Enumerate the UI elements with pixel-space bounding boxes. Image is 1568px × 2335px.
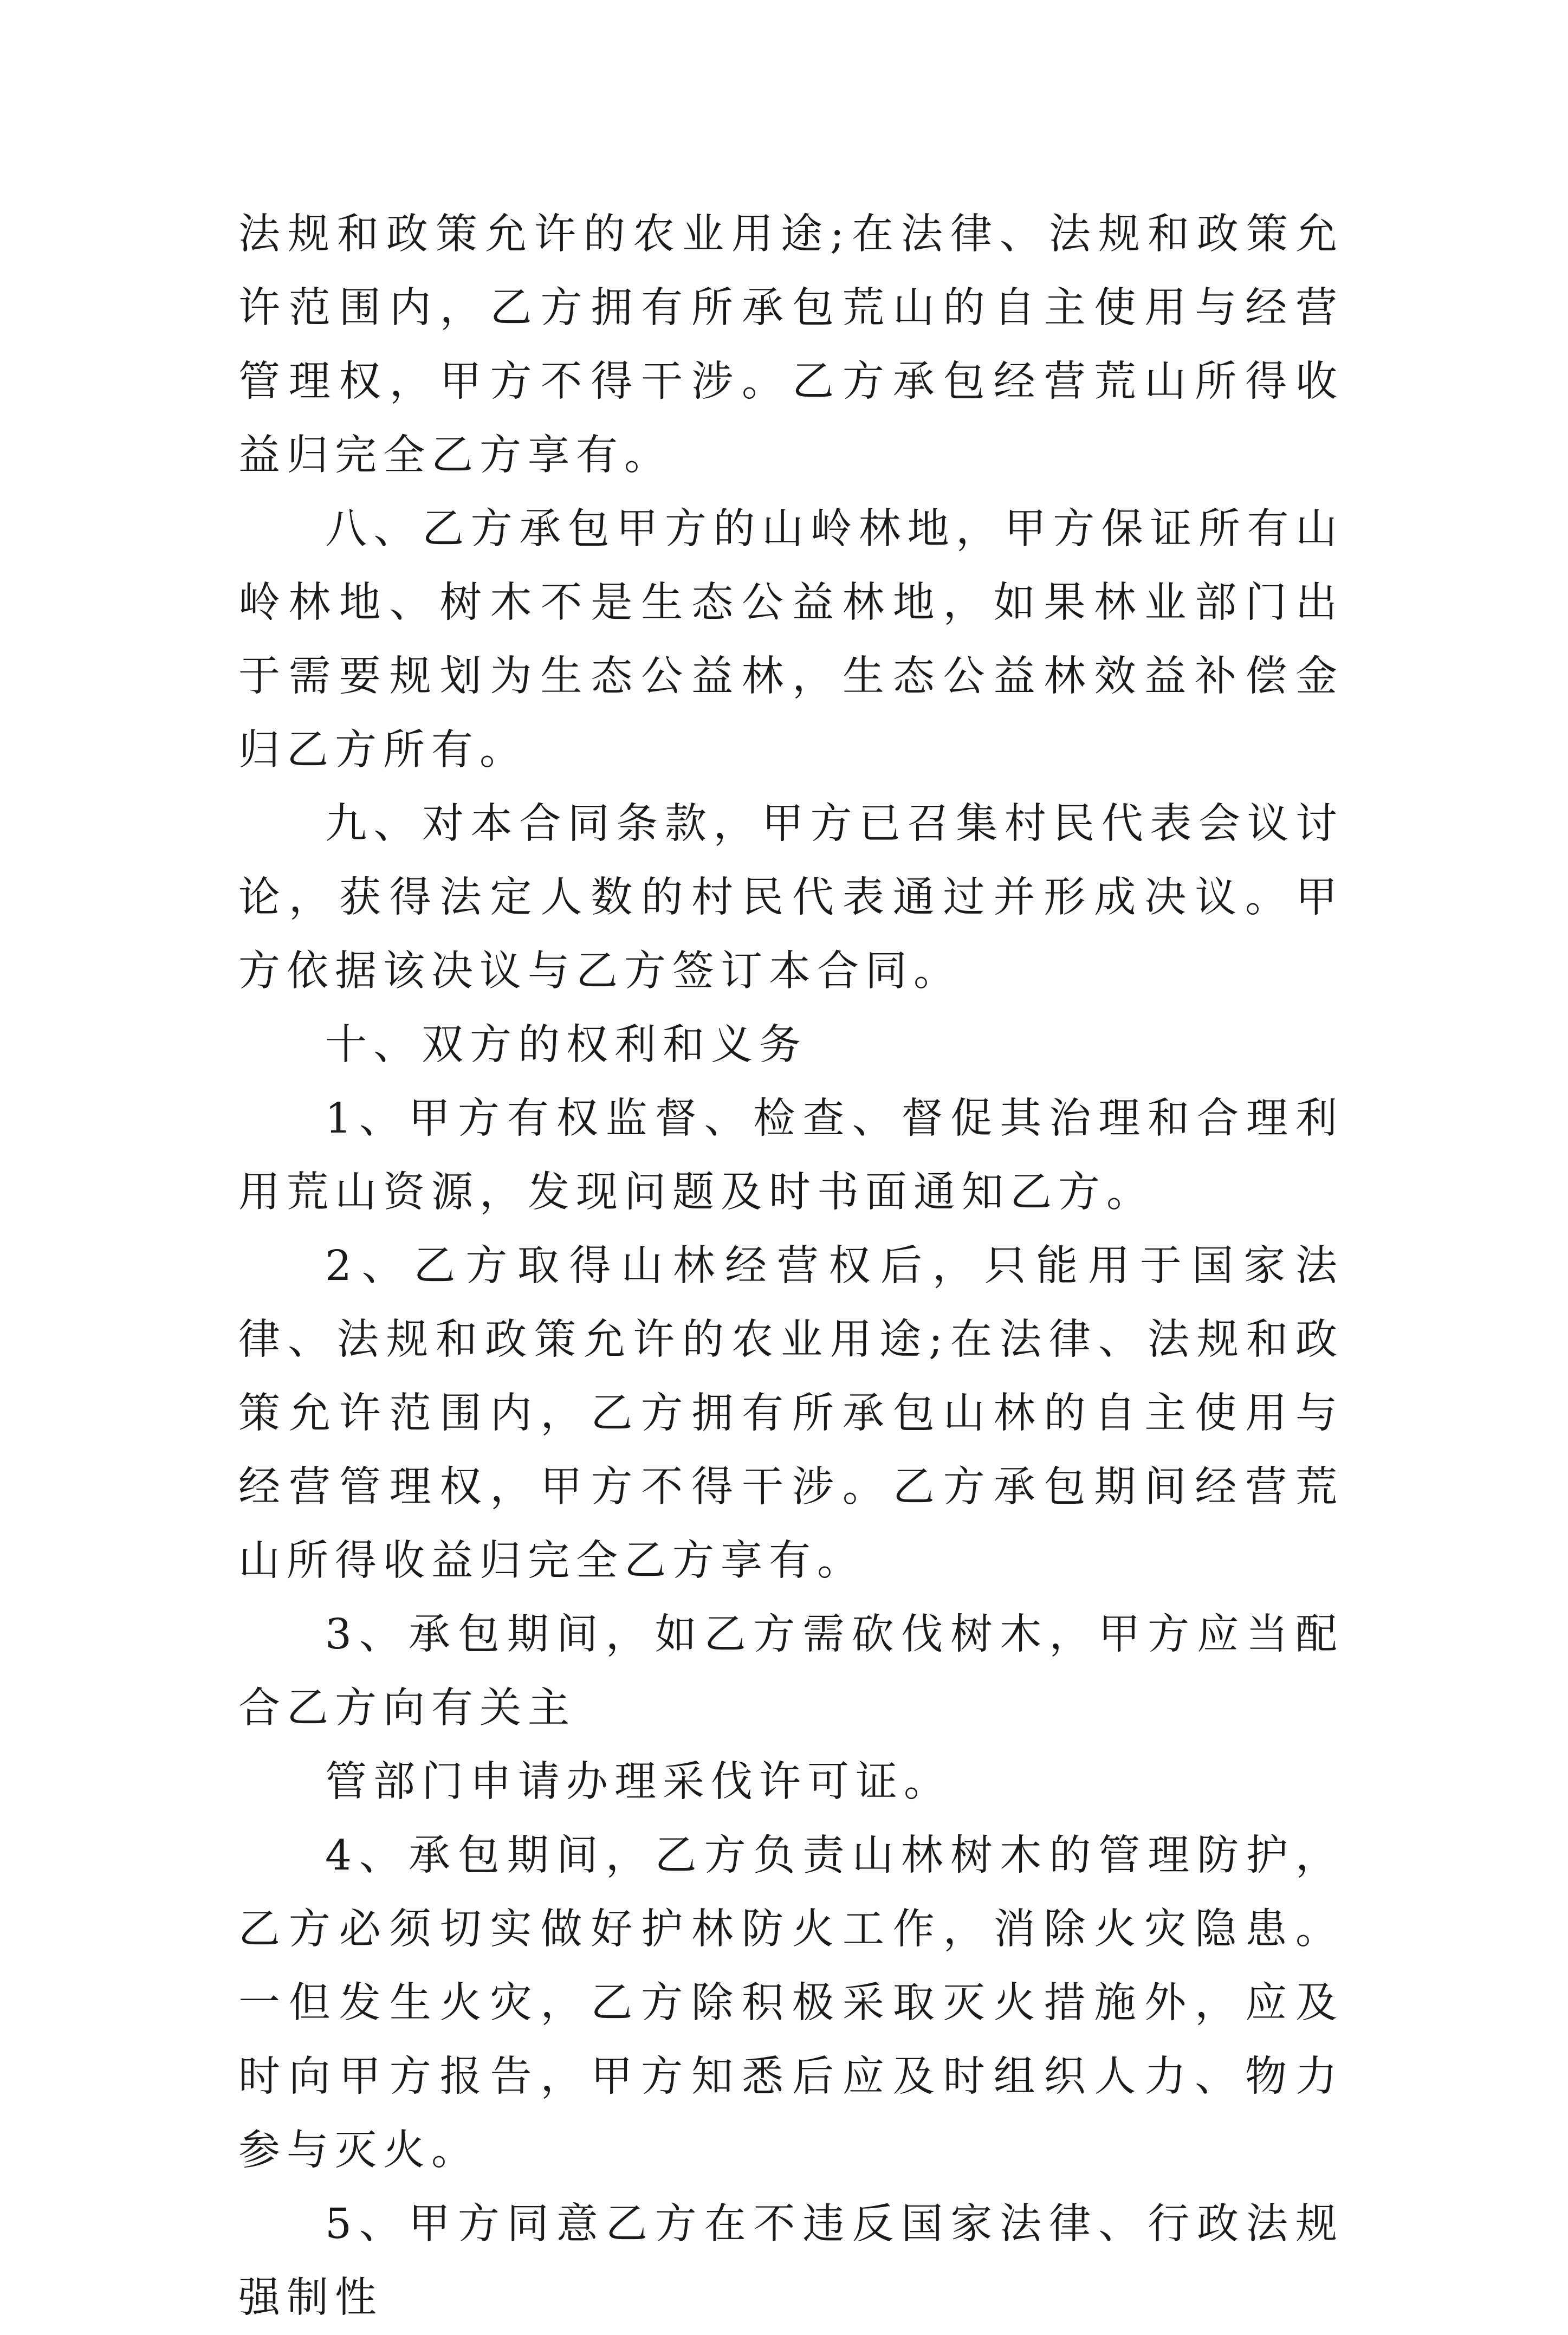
document-body	[238, 198, 1344, 2335]
paragraph-item-3: 3、承包期间，如乙方需砍伐树木，甲方应当配合乙方向有关主	[238, 1610, 1344, 1732]
paragraph-item-1: 1、甲方有权监督、检查、督促其治理和合理利用荒山资源，发现问题及时书面通知乙方。	[238, 1095, 1344, 1217]
paragraph-item-3-continued: 管部门申请办理采伐许可证。	[325, 1758, 952, 1806]
paragraph-item-2: 2、乙方取得山林经营权后，只能用于国家法律、法规和政策允许的农业用途;在法律、法规和政策允许范围内，乙方拥有所承包山林的自主使用与经营管理权，甲方不得干涉。乙方承包期间经营荒山所得收益归完全乙方享有。	[238, 1242, 1344, 1585]
paragraph-continuation: 法规和政策允许的农业用途;在法律、法规和政策允许范围内，乙方拥有所承包荒山的自主使用与经营管理权，甲方不得干涉。乙方承包经营荒山所得收益归完全乙方享有。	[238, 210, 1344, 480]
paragraph-clause-9: 九、对本合同条款，甲方已召集村民代表会议讨论，获得法定人数的村民代表通过并形成决议。甲方依据该决议与乙方签订本合同。	[238, 800, 1344, 995]
paragraph-item-5: 5、甲方同意乙方在不违反国家法律、行政法规强制性	[238, 2200, 1344, 2322]
paragraph-item-4: 4、承包期间，乙方负责山林树木的管理防护，乙方必须切实做好护林防火工作，消除火灾隐患。一但发生火灾，乙方除积极采取灭火措施外，应及时向甲方报告，甲方知悉后应及时组织人力、物力参与灭火。	[238, 1832, 1344, 2175]
paragraph-clause-10-heading: 十、双方的权利和义务	[325, 1021, 807, 1069]
paragraph-clause-8: 八、乙方承包甲方的山岭林地，甲方保证所有山岭林地、树木不是生态公益林地，如果林业部门出于需要规划为生态公益林，生态公益林效益补偿金归乙方所有。	[238, 505, 1344, 774]
